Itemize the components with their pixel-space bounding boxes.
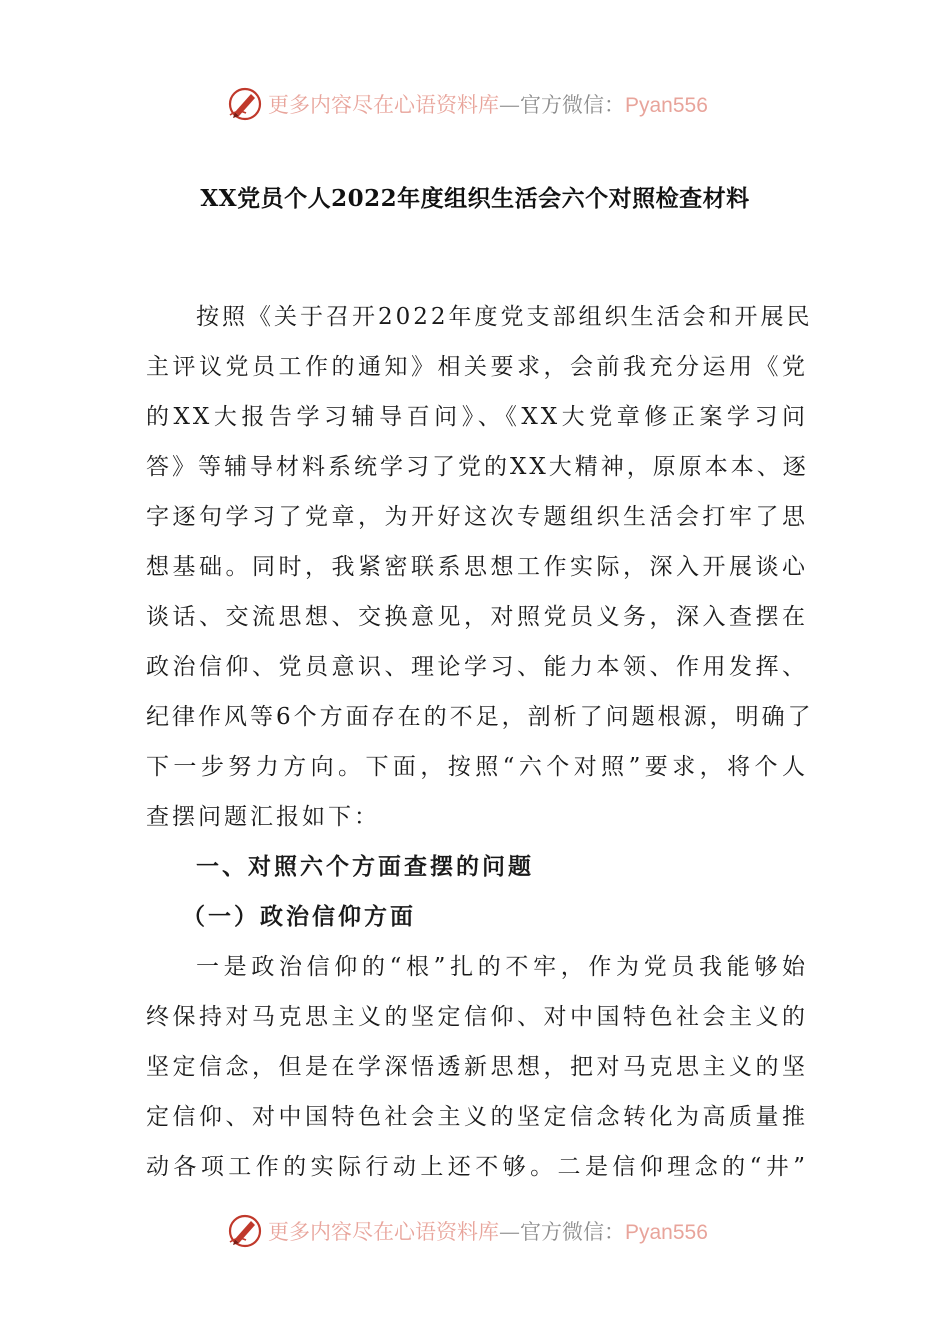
paragraph-line: 政治信仰、党员意识、理论学习、能力本领、作用发挥、 [146, 654, 808, 680]
pen-logo-icon [226, 85, 264, 123]
paragraph-line: 纪律作风等6个方面存在的不足，剖析了问题根源，明确了 [146, 704, 814, 730]
section-heading: 一、对照六个方面查摆的问题 [196, 853, 534, 880]
document-title: XX党员个人2022年度组织生活会六个对照检查材料 [200, 185, 750, 212]
paragraph-line: 定信仰、对中国特色社会主义的坚定信念转化为高质量推 [146, 1104, 808, 1130]
paragraph-line: 终保持对马克思主义的坚定信仰、对中国特色社会主义的 [146, 1004, 808, 1030]
watermark-text: 更多内容尽在心语资料库—官方微信：Pyan556 [268, 1220, 708, 1244]
document-body [146, 292, 814, 1192]
pen-logo-icon [226, 1212, 264, 1250]
paragraph-line: 动各项工作的实际行动上还不够。二是信仰理念的“井” [146, 1154, 808, 1180]
paragraph-line: 按照《关于召开2022年度党支部组织生活会和开展民 [196, 304, 813, 330]
paragraph-line: 一是政治信仰的“根”扎的不牢，作为党员我能够始 [196, 954, 808, 980]
watermark-text: 更多内容尽在心语资料库—官方微信：Pyan556 [268, 93, 708, 117]
paragraph-line: 想基础。同时，我紧密联系思想工作实际，深入开展谈心 [146, 554, 808, 580]
subsection-heading: （一）政治信仰方面 [182, 903, 416, 930]
paragraph-line: 字逐句学习了党章，为开好这次专题组织生活会打牢了思 [146, 504, 808, 530]
paragraph-line: 主评议党员工作的通知》相关要求，会前我充分运用《党 [146, 354, 808, 380]
paragraph-line: 答》等辅导材料系统学习了党的XX大精神，原原本本、逐 [146, 454, 809, 480]
paragraph-line: 谈话、交流思想、交换意见，对照党员义务，深入查摆在 [146, 604, 808, 630]
paragraph-line: 坚定信念，但是在学深悟透新思想，把对马克思主义的坚 [146, 1054, 808, 1080]
paragraph-line: 查摆问题汇报如下： [146, 804, 380, 830]
watermark-banner-bottom [226, 1211, 726, 1251]
paragraph-line: 下一步努力方向。下面，按照“六个对照”要求，将个人 [146, 754, 808, 780]
watermark-banner-top [226, 84, 726, 124]
paragraph-line: 的XX大报告学习辅导百问》、《XX大党章修正案学习问 [146, 404, 808, 430]
